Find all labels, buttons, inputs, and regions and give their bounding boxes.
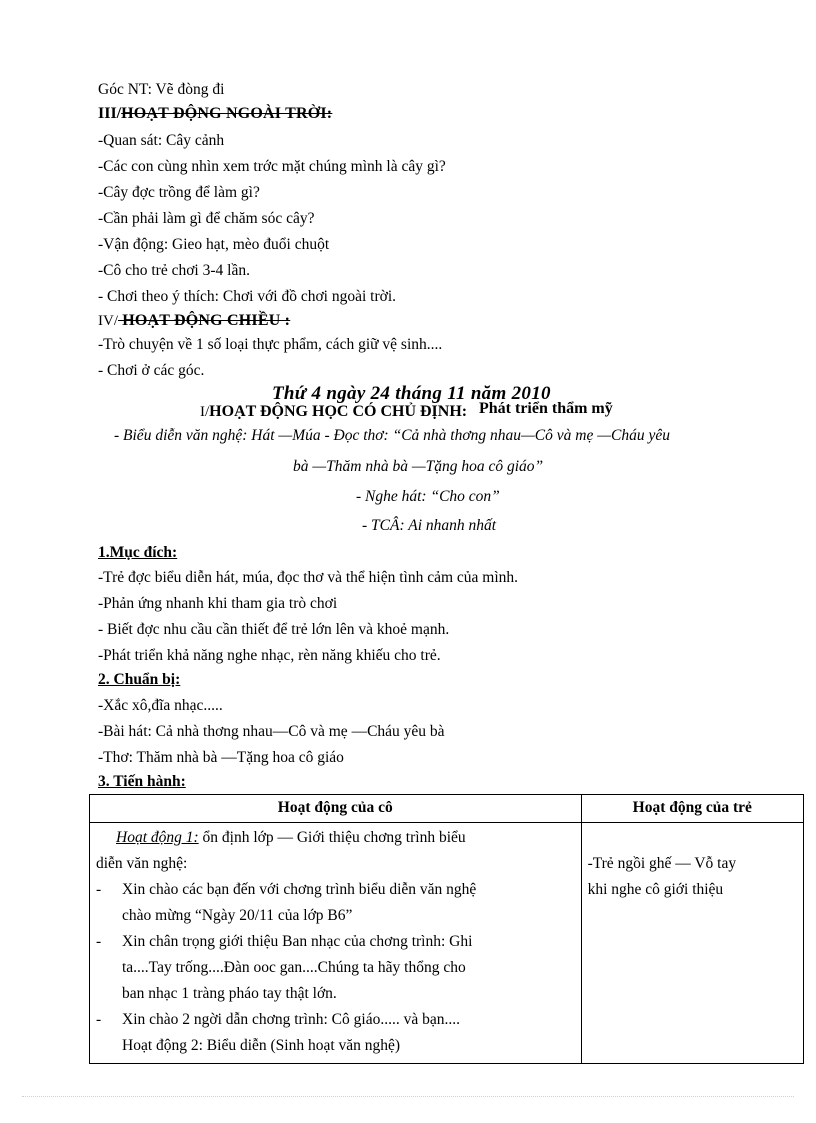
list-item: - Xin chân trọng giới thiệu Ban nhạc của chơng trình: Ghi: [96, 929, 575, 955]
bullet-dash: -: [96, 1011, 102, 1028]
header-child: Hoạt động của trẻ: [581, 795, 803, 823]
list-item: - Xin chào các bạn đến với chơng trình biểu diễn văn nghệ: [96, 877, 575, 903]
section-1-title: HOẠT ĐỘNG HỌC CÓ CHỦ ĐỊNH:: [209, 403, 468, 420]
chuan-bi-item: -Bài hát: Cả nhà thơng nhau—Cô và mẹ —Cháu yêu bà: [98, 723, 445, 740]
performance-line-4: - TCÂ: Ai nhanh nhất: [362, 517, 497, 534]
section-3-title: HOẠT ĐỘNG NGOÀI TRỜI:: [121, 105, 333, 122]
activity-1-text: ổn định lớp — Giới thiệu chơng trình biểu: [198, 829, 466, 846]
section-4-heading: [98, 311, 290, 331]
activity-1-label: Hoạt động 1:: [116, 829, 199, 846]
list-item: - Xin chào 2 ngời dẫn chơng trình: Cô giáo..... và bạn....: [96, 1007, 575, 1033]
chuan-bi-heading: 2. Chuẩn bị:: [98, 671, 181, 688]
activity-1-line-2: diễn văn nghệ:: [96, 855, 188, 872]
performance-line-1: - Biểu diễn văn nghệ: Hát —Múa - Đọc thơ: “Cả nhà thơng nhau—Cô và mẹ —Cháu yêu: [114, 427, 670, 444]
performance-line-3: - Nghe hát: “Cho con”: [356, 488, 500, 505]
header-teacher: Hoạt động của cô: [90, 795, 582, 823]
activity-1-line: [96, 825, 575, 851]
section-1-subject: Phát triển thẩm mỹ: [478, 400, 613, 417]
child-activity-line: khi nghe cô giới thiệu: [587, 881, 724, 898]
list-item-continuation: ban nhạc 1 tràng pháo tay thật lớn.: [122, 985, 337, 1002]
text-line: -Trò chuyện về 1 số loại thực phẩm, cách giữ vệ sinh....: [98, 336, 443, 353]
text-line: -Cô cho trẻ chơi 3-4 lần.: [98, 262, 250, 279]
muc-dich-item: -Phát triển khả năng nghe nhạc, rèn năng khiếu cho trẻ.: [98, 647, 441, 664]
text-line: -Các con cùng nhìn xem trớc mặt chúng mình là cây gì?: [98, 158, 446, 175]
section-4-number: IV/: [98, 313, 118, 329]
chuan-bi-item: -Xắc xô,đĩa nhạc.....: [98, 697, 223, 714]
child-activity-line: -Trẻ ngồi ghế — Vỗ tay: [587, 855, 737, 872]
muc-dich-item: -Trẻ đợc biểu diễn hát, múa, đọc thơ và thể hiện tình cảm của mình.: [98, 569, 519, 586]
child-activities-cell: [581, 823, 803, 1064]
text-line: -Quan sát: Cây cảnh: [98, 132, 225, 149]
table-header-row: [90, 795, 804, 823]
table-row: [90, 823, 804, 1064]
section-1-number: I/: [200, 404, 210, 420]
section-4-title: HOẠT ĐỘNG CHIỀU :: [118, 312, 291, 329]
page-bottom-divider: [22, 1096, 794, 1097]
text-line: -Cây đợc trồng để làm gì?: [98, 184, 260, 201]
section-3-number: III/: [98, 105, 122, 122]
bullet-dash: -: [96, 881, 102, 898]
muc-dich-heading: 1.Mục đích:: [98, 544, 178, 561]
activity-table: [89, 794, 804, 1064]
section-3-heading: [98, 104, 332, 124]
performance-line-2: bà —Thăm nhà bà —Tặng hoa cô giáo”: [293, 458, 544, 475]
tien-hanh-heading: 3. Tiến hành:: [98, 773, 186, 790]
text-line: - Chơi ở các góc.: [98, 362, 205, 379]
text-line: -Cần phải làm gì để chăm sóc cây?: [98, 210, 315, 227]
text-line: -Vận động: Gieo hạt, mèo đuổi chuột: [98, 236, 330, 253]
teacher-activities-cell: [90, 823, 582, 1064]
activity-2-line: Hoạt động 2: Biểu diễn (Sinh hoạt văn nghệ): [122, 1037, 401, 1054]
list-item-continuation: chào mừng “Ngày 20/11 của lớp B6”: [122, 907, 353, 924]
muc-dich-item: - Biết đợc nhu cầu cần thiết để trẻ lớn lên và khoẻ mạnh.: [98, 621, 450, 638]
day-title: Thứ 4 ngày 24 tháng 11 năm 2010: [272, 383, 551, 404]
list-item-continuation: ta....Tay trống....Đàn ooc gan....Chúng ta hãy thổng cho: [122, 959, 466, 976]
text-line: - Chơi theo ý thích: Chơi với đồ chơi ngoài trời.: [98, 288, 396, 305]
bullet-dash: -: [96, 933, 102, 950]
goc-nt-line: Góc NT: Vẽ đòng đi: [98, 81, 225, 98]
chuan-bi-item: -Thơ: Thăm nhà bà —Tặng hoa cô giáo: [98, 749, 344, 766]
section-1-heading: [200, 402, 613, 422]
muc-dich-item: -Phản ứng nhanh khi tham gia trò chơi: [98, 595, 338, 612]
